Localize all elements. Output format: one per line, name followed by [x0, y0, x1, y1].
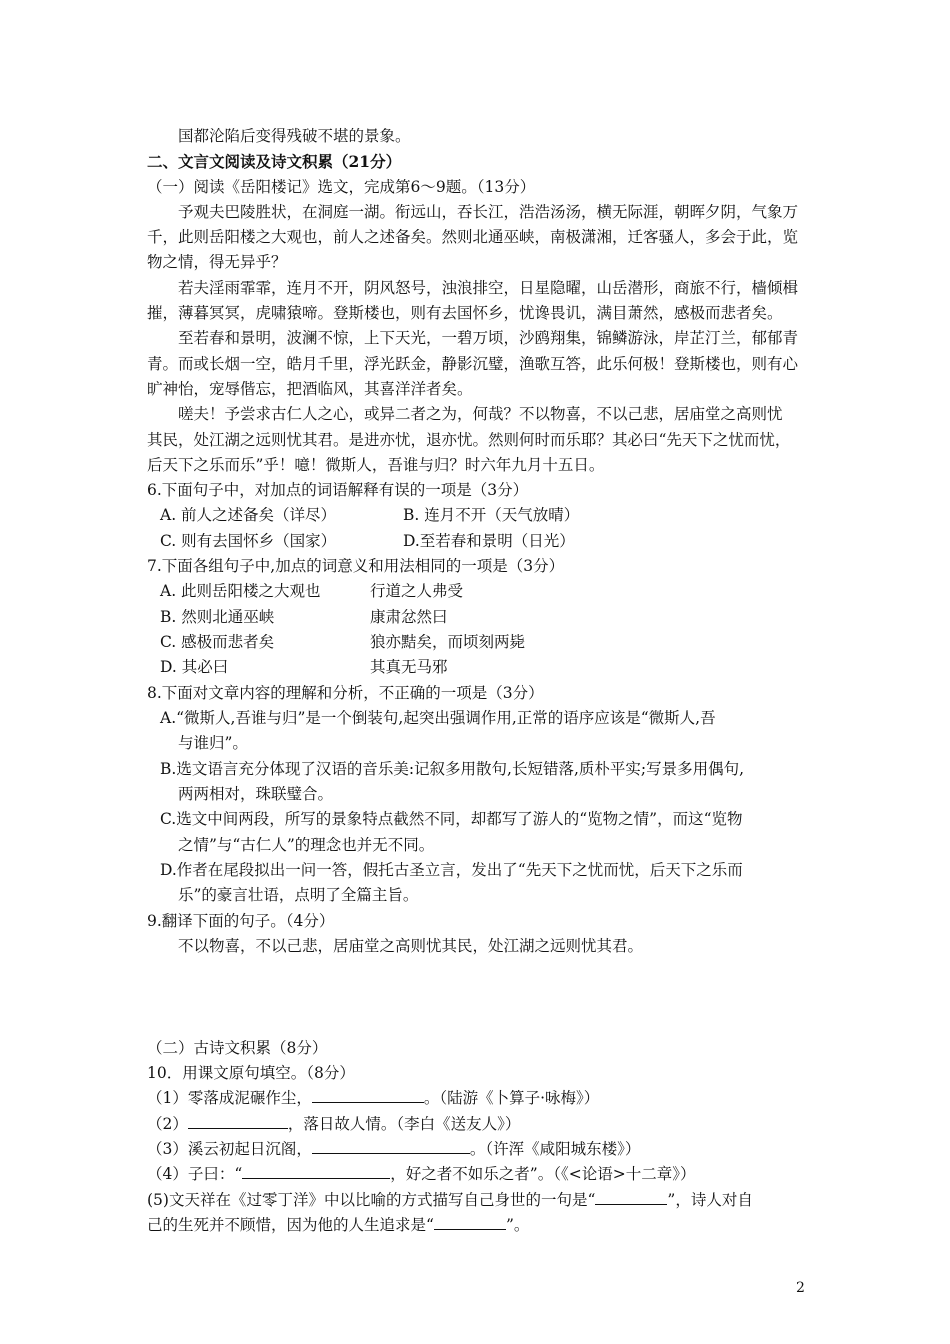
passage-line: 后天下之乐而乐”乎！噫！微斯人，吾谁与归？时六年九月十五日。: [147, 456, 605, 474]
subsection-heading-2: （二）古诗文积累（8分）: [147, 1039, 328, 1057]
q9-sentence: 不以物喜，不以己悲，居庙堂之高则忧其民，处江湖之远则忧其君。: [178, 937, 644, 955]
page-number: 2: [796, 1280, 805, 1296]
passage-line: 千，此则岳阳楼之大观也，前人之述备矣。然则北通巫峡，南极潇湘，迁客骚人，多会于此，览: [147, 228, 799, 246]
passage-line: 至若春和景明，波澜不惊，上下天光，一碧万顷，沙鸥翔集，锦鳞游泳，岸芷汀兰，郁郁青: [178, 329, 799, 347]
q7-option-b-right: 康肃忿然曰: [370, 608, 448, 626]
passage-line: 嗟夫！予尝求古仁人之心，或异二者之为，何哉？不以物喜，不以己悲，居庙堂之高则忧: [178, 405, 783, 423]
q6-option-b: B. 连月不开（天气放晴）: [403, 506, 580, 524]
passage-line: 若夫淫雨霏霏，连月不开，阴风怒号，浊浪排空，日星隐曜，山岳潜形，商旅不行，樯倾楫: [178, 279, 799, 297]
q6-option-c: C. 则有去国怀乡（国家）: [160, 532, 337, 550]
q6-option-a: A. 前人之述备矣（详尽）: [160, 506, 337, 524]
continued-text: 国都沦陷后变得残破不堪的景象。: [178, 127, 411, 145]
fill-text: （1）零落成泥碾作尘，: [147, 1089, 312, 1107]
fill-text: (5)文天祥在《过零丁洋》中以比喻的方式描写自己身世的一句是“: [147, 1191, 596, 1209]
question-7: 7.下面各组句子中,加点的词意义和用法相同的一项是（3分）: [147, 557, 565, 575]
fill-text: ”，诗人对自: [667, 1191, 753, 1209]
answer-blank[interactable]: [242, 1164, 390, 1179]
fill-text: 己的生死并不顾惜，因为他的人生追求是“: [147, 1216, 434, 1234]
fill-item-1: [147, 1088, 599, 1108]
fill-item-5-cont: [147, 1215, 529, 1235]
q6-option-d: D.至若春和景明（日光）: [403, 532, 575, 550]
fill-text: ，好之者不如乐之者”。（《<论语>十二章》）: [390, 1165, 696, 1183]
answer-blank[interactable]: [312, 1088, 424, 1103]
q8-option-c-cont: 之情”与“古仁人”的理念也并无不同。: [178, 836, 435, 854]
q8-option-a-cont: 与谁归”。: [178, 734, 248, 752]
question-6: 6.下面句子中，对加点的词语解释有误的一项是（3分）: [147, 481, 529, 499]
q7-option-a-left: A. 此则岳阳楼之大观也: [160, 582, 321, 600]
passage-line: 旷神怡，宠辱偕忘，把酒临风，其喜洋洋者矣。: [147, 380, 473, 398]
q7-option-a-right: 行道之人弗受: [370, 582, 464, 600]
fill-text: （4）子曰：“: [147, 1165, 243, 1183]
q8-option-b: B.选文语言充分体现了汉语的音乐美:记叙多用散句,长短错落,质朴平实;写景多用偶句,: [160, 760, 745, 778]
fill-item-2: [147, 1114, 520, 1134]
q7-option-d-left: D. 其必曰: [160, 658, 229, 676]
fill-item-4: [147, 1164, 695, 1184]
answer-blank[interactable]: [595, 1190, 667, 1205]
fill-text: 。（陆游《卜算子·咏梅》）: [423, 1089, 600, 1107]
fill-item-5: [147, 1190, 753, 1210]
q8-option-c: C.选文中间两段，所写的景象特点截然不同，却都写了游人的“览物之情”，而这“览物: [160, 810, 743, 828]
q7-option-d-right: 其真无马邪: [370, 658, 448, 676]
q8-option-b-cont: 两两相对，珠联璧合。: [178, 785, 334, 803]
q7-option-b-left: B. 然则北通巫峡: [160, 608, 275, 626]
passage-line: 其民，处江湖之远则忧其君。是进亦忧，退亦忧。然则何时而乐耶？其必曰“先天下之忧而忧，: [147, 431, 791, 449]
section-heading: 二、文言文阅读及诗文积累（21分）: [147, 152, 402, 171]
passage-line: 摧，薄暮冥冥，虎啸猿啼。登斯楼也，则有去国怀乡，忧谗畏讥，满目萧然，感极而悲者矣。: [147, 304, 783, 322]
fill-text: （3）溪云初起日沉阁，: [147, 1140, 312, 1158]
subsection-heading: （一）阅读《岳阳楼记》选文，完成第6～9题。（13分）: [147, 178, 536, 196]
q8-option-a: A.“微斯人,吾谁与归”是一个倒装句,起突出强调作用,正常的语序应该是“微斯人,吾: [160, 709, 716, 727]
fill-item-3: [147, 1139, 640, 1159]
q7-option-c-left: C. 感极而悲者矣: [160, 633, 275, 651]
passage-line: 物之情，得无异乎？: [147, 253, 287, 271]
q8-option-d: D.作者在尾段拟出一问一答，假托古圣立言，发出了“先天下之忧而忧，后天下之乐而: [160, 861, 743, 879]
question-10: 10．用课文原句填空。（8分）: [147, 1064, 355, 1082]
answer-blank[interactable]: [434, 1215, 506, 1230]
passage-line: 予观夫巴陵胜状，在洞庭一湖。衔远山，吞长江，浩浩汤汤，横无际涯，朝晖夕阴，气象万: [178, 203, 799, 221]
fill-text: （2）: [147, 1115, 188, 1133]
question-8: 8.下面对文章内容的理解和分析，不正确的一项是（3分）: [147, 684, 544, 702]
q8-option-d-cont: 乐”的豪言壮语，点明了全篇主旨。: [178, 886, 419, 904]
fill-text: ，落日故人情。（李白《送友人》）: [287, 1115, 521, 1133]
answer-blank[interactable]: [312, 1139, 470, 1154]
question-9: 9.翻译下面的句子。（4分）: [147, 912, 335, 930]
fill-text: ”。: [505, 1216, 530, 1234]
fill-text: 。（许浑《咸阳城东楼》）: [469, 1140, 641, 1158]
answer-blank[interactable]: [188, 1114, 288, 1129]
q7-option-c-right: 狼亦黠矣，而顷刻两毙: [370, 633, 526, 651]
passage-line: 青。而或长烟一空，皓月千里，浮光跃金，静影沉璧，渔歌互答，此乐何极！登斯楼也，则有心: [147, 355, 799, 373]
